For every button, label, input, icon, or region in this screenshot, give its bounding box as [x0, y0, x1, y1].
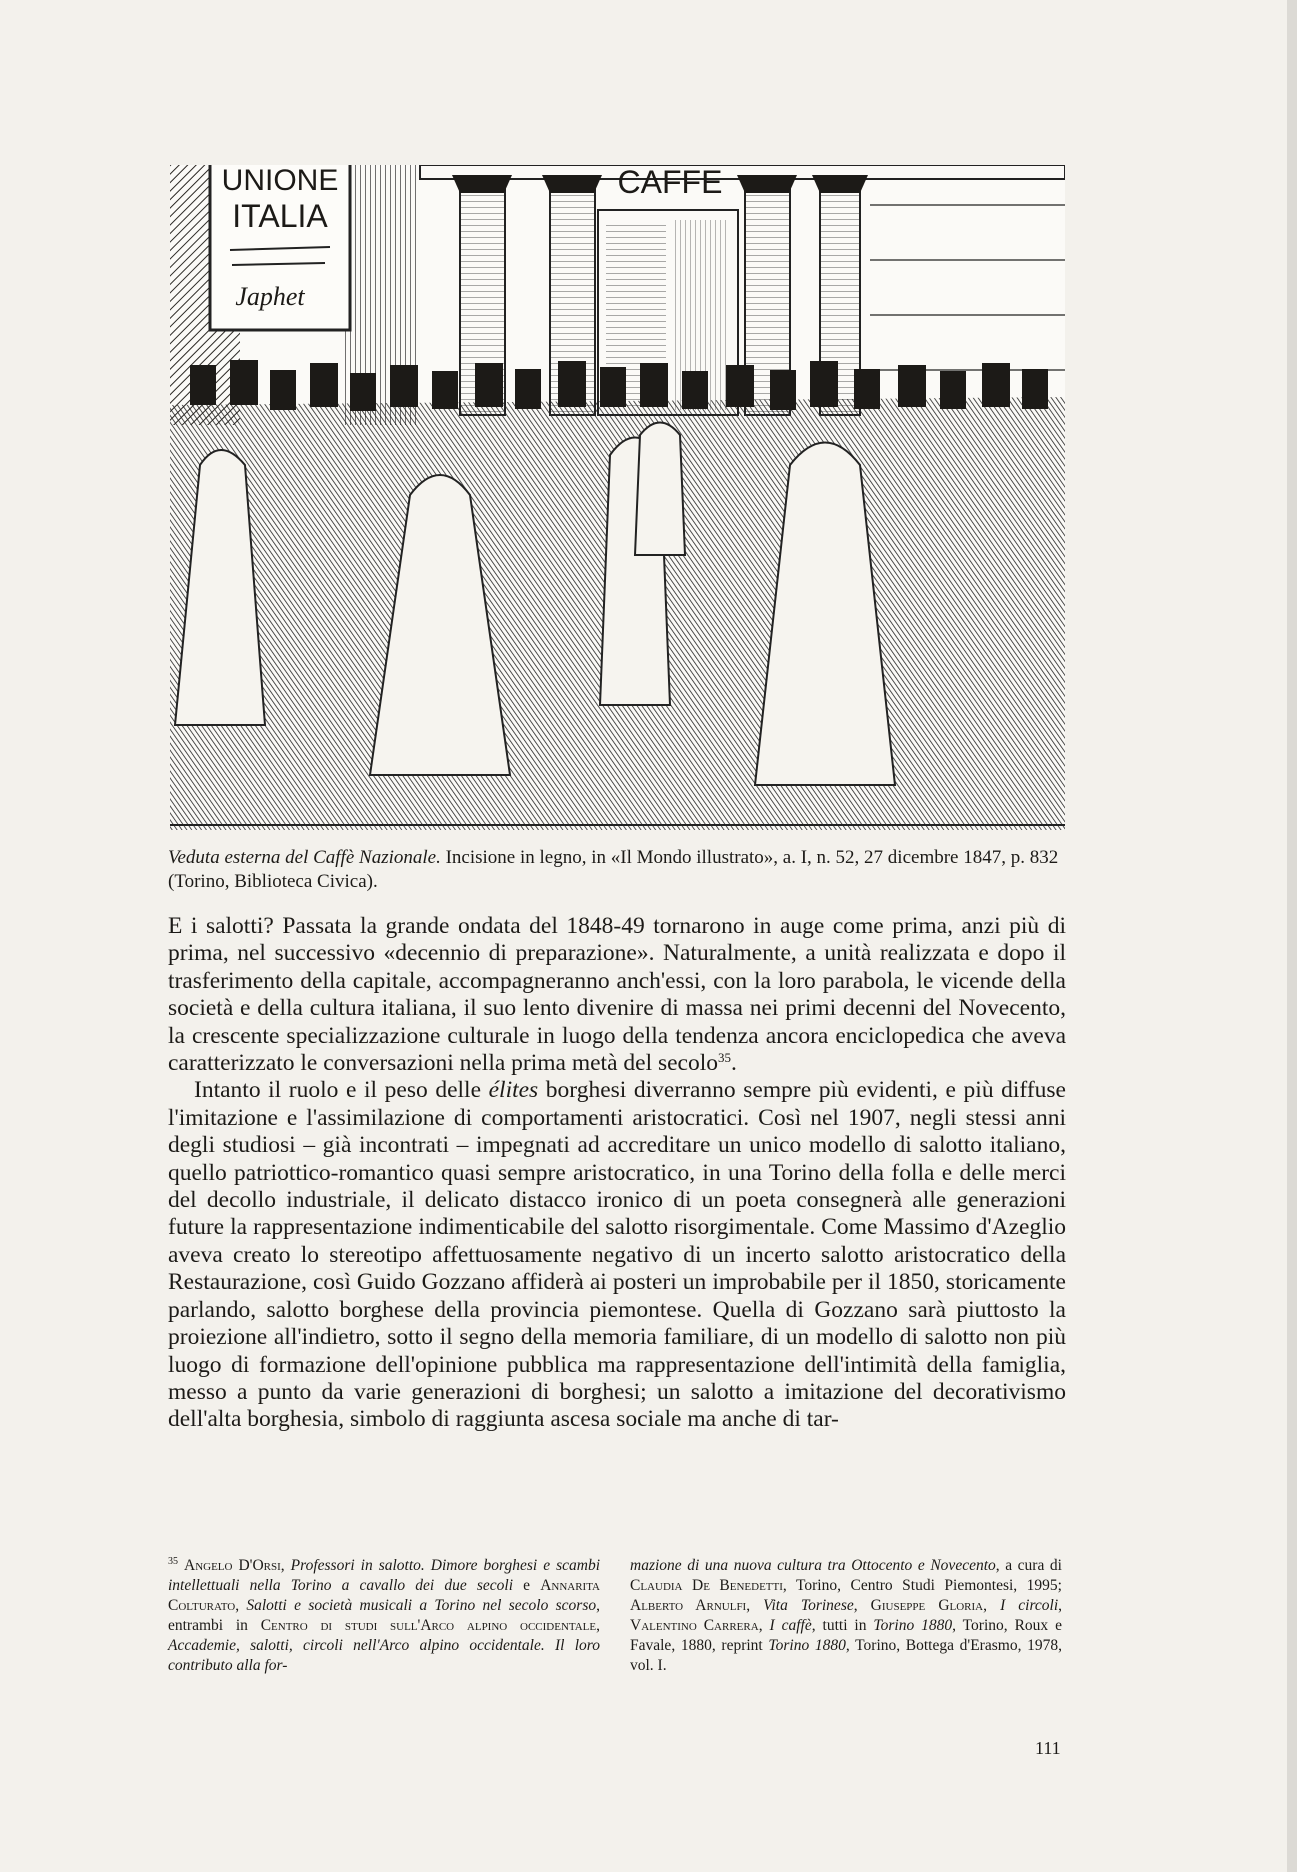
fn-author-2: Annarita Colturato: [168, 1577, 600, 1614]
body-text: [168, 913, 1066, 1434]
paragraph-1-text: E i salotti? Passata la grande ondata del 1848-49 tornarono in auge come prima, anzi più di prima, nel successivo «decennio di preparazione». Naturalmente, a unità realizzata e dopo il trasferimento della capitale, accompagneranno anch'essi, con la loro parabola, le vicende della società e della cultura italiana, il suo lento divenire di massa nei primi decenni del Novecento, la crescente specializzazione culturale in luogo della tendenza ancora enciclopedica che aveva caratterizzato le conversazioni nella prima metà del secolo: [168, 913, 1066, 1077]
fn-title-2: Salotti e società musicali a Torino nel secolo scorso: [246, 1597, 597, 1614]
page-edge: [1287, 0, 1297, 1872]
fn-r5: , Torino, Bottega d'Erasmo, 1978, vol. I.: [630, 1637, 1062, 1674]
fn-title-cont: mazione di una nuova cultura tra Ottocento e Novecento: [630, 1557, 996, 1574]
fn-author-3: Claudia De Benedetti: [630, 1577, 783, 1594]
fn-institution: Centro di studi sull'Arco alpino occidentale: [260, 1617, 597, 1634]
top-hats: [190, 360, 1048, 411]
fn-author-1: Angelo D'Orsi: [184, 1557, 281, 1574]
poster-signature: Japhet: [235, 282, 305, 311]
fn-title-1: Professori in salotto. Dimore borghesi e scambi intellettuali nella Torino a cavallo dei due secoli: [168, 1557, 601, 1594]
engraving-svg: [170, 165, 1065, 830]
fn-author-6: Valentino Carrera: [630, 1617, 759, 1634]
fn-title-6: I caffè: [769, 1617, 812, 1634]
paragraph-1-end: .: [731, 1050, 737, 1077]
poster-text-line2: ITALIA: [232, 198, 328, 234]
paragraph-2-text-a: Intanto il ruolo e il peso delle: [194, 1077, 489, 1104]
figure-caption: [168, 846, 1068, 894]
fn-title-8: Torino 1880: [768, 1637, 846, 1654]
fn-title-4: Vita Torinese: [763, 1597, 854, 1614]
footnote-column-left: $^{35}$ Angelo D'Orsi, Professori in salotto. Dimore borghesi e scambi intellettuali nella Torino a cavallo dei due secoli e Annarita Colturato, Salotti e società musicali a Torino nel secolo scorso, entrambi in Centro di studi sull'Arco alpino occidentale, Accademie, salotti, circoli nell'Arco alpino occidentale. Il loro contributo alla for-: [168, 1556, 601, 1674]
fn-r2: , Torino, Centro Studi Piemontesi, 1995;: [782, 1577, 1062, 1594]
fn-author-4: Alberto Arnulfi: [630, 1597, 747, 1614]
fn-author-5: Giuseppe Gloria: [870, 1597, 984, 1614]
fn-r1: , a cura di: [995, 1557, 1062, 1574]
fn-r3: , tutti in: [811, 1617, 874, 1634]
fn-mid: , entrambi in: [168, 1597, 600, 1634]
paragraph-2-emphasis: élites: [488, 1077, 539, 1104]
engraving-illustration: [170, 165, 1065, 830]
fn-title-3: Accademie, salotti, circoli nell'Arco alpino occidentale. Il loro contributo alla for-: [168, 1637, 600, 1674]
paragraph-2: [168, 1077, 1066, 1433]
caption-title: Veduta esterna del Caffè Nazionale.: [168, 847, 441, 868]
page-number: 111: [1035, 1738, 1061, 1758]
footnote-column-right: mazione di una nuova cultura tra Ottocento e Novecento, a cura di Claudia De Benedetti, Torino, Centro Studi Piemontesi, 1995; Alberto Arnulfi, Vita Torinese, Giuseppe Gloria, I circoli, Valentino Carrera, I caffè, tutti in Torino 1880, Torino, Roux e Favale, 1880, reprint Torino 1880, Torino, Bottega d'Erasmo, 1978, vol. I.: [630, 1557, 1063, 1674]
fn-title-7: Torino 1880: [873, 1617, 953, 1634]
footnote-ref-35: 35: [718, 1050, 732, 1066]
fn-r4: , Torino, Roux e Favale, 1880, reprint: [630, 1617, 1062, 1654]
paragraph-1: [168, 913, 1066, 1077]
poster-text-line1: UNIONE: [221, 165, 339, 197]
caption-details: Incisione in legno, in «Il Mondo illustrato», a. I, n. 52, 27 dicembre 1847, p. 832 (Torino, Biblioteca Civica).: [168, 847, 1059, 892]
footnote-number: 35: [168, 1556, 178, 1567]
fn-conj: e: [513, 1577, 541, 1594]
paragraph-2-text-b: borghesi diverranno sempre più evidenti, e più diffuse l'imitazione e l'assimilazione di comportamenti aristocratici. Così nel 1907, negli stessi anni degli studiosi – già incontrati – impegnati ad accreditare un unico modello di salotto italiano, quello patriottico-romantico quasi sempre aristocratico, in una Torino della folla e delle merci del decollo industriale, il delicato distacco ironico di un poeta consegnerà alle generazioni future la rappresentazione indimenticabile del salotto risorgimentale. Come Massimo d'Azeglio aveva creato lo stereotipo affettuosamente negativo di un incerto salotto aristocratico della Restaurazione, così Guido Gozzano affiderà ai posteri un improbabile per il 1850, storicamente parlando, salotto borghese della provincia piemontese. Quella di Gozzano sarà piuttosto la proiezione all'indietro, sotto il segno della memoria familiare, di un modello di salotto non più luogo di formazione dell'opinione pubblica ma rappresentazione dell'intimità della famiglia, messo a punto da varie generazioni di borghesi; un salotto a imitazione del decorativismo dell'alta borghesia, simbolo di raggiunta ascesa sociale ma anche di tar-: [168, 1077, 1066, 1433]
fn-title-5: I circoli: [1000, 1597, 1059, 1614]
cafe-sign: CAFFE: [617, 165, 723, 200]
